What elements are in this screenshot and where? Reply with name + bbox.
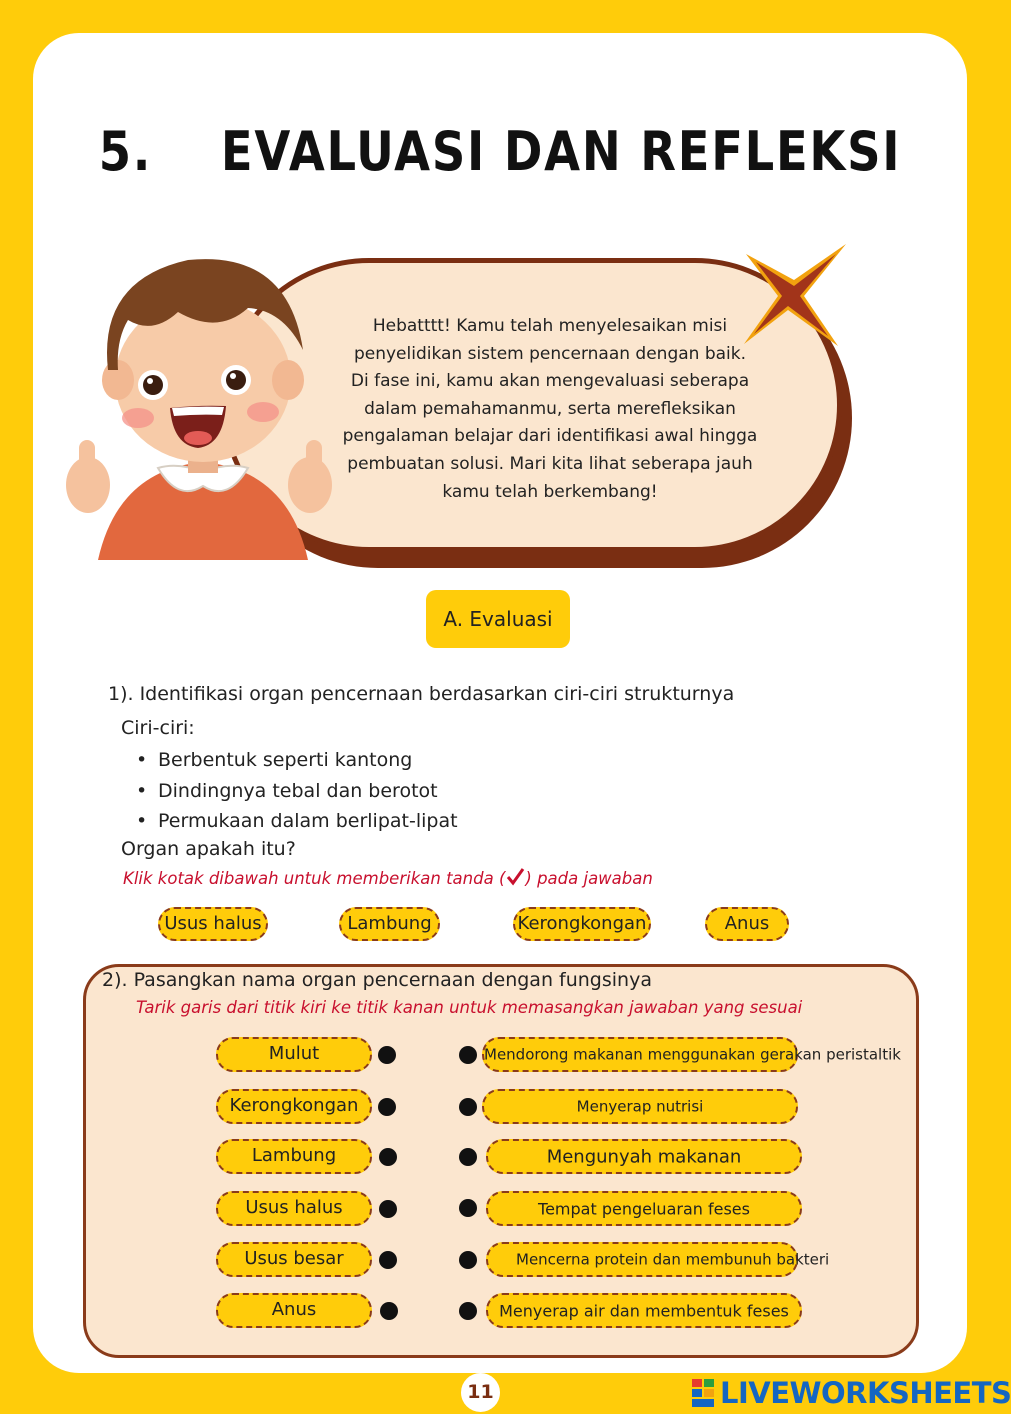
function-text: Tempat pengeluaran feses: [538, 1199, 750, 1218]
left-match-dot[interactable]: [378, 1098, 396, 1116]
function-text: Menyerap air dan membentuk feses: [499, 1301, 789, 1320]
function-pill: [486, 1191, 802, 1226]
question-1-ask: Organ apakah itu?: [121, 838, 296, 860]
boy-illustration: [58, 240, 348, 560]
organ-pill-anus: Anus: [216, 1293, 372, 1328]
right-match-dot[interactable]: [459, 1046, 477, 1064]
function-pill: [486, 1293, 802, 1328]
function-pill: [482, 1037, 901, 1072]
hint-text: Klik kotak dibawah untuk memberikan tanda (: [123, 869, 506, 888]
intro-line: pembuatan solusi. Mari kita lihat seberapa jauh: [347, 453, 753, 474]
feature-item: • Dindingnya tebal dan berotot: [136, 776, 458, 807]
right-match-dot[interactable]: [459, 1148, 477, 1166]
liveworksheets-brand[interactable]: LIVEWORKSHEETS: [720, 1376, 1011, 1410]
hint-text: ) pada jawaban: [525, 869, 653, 888]
intro-line: Di fase ini, kamu akan mengevaluasi seberapa: [350, 371, 750, 392]
intro-line: penyelidikan sistem pencernaan dengan baik.: [353, 343, 747, 364]
left-match-dot[interactable]: [379, 1200, 397, 1218]
function-text: Menyerap nutrisi: [576, 1097, 704, 1115]
function-pill: [482, 1089, 798, 1124]
feature-item: • Permukaan dalam berlipat-lipat: [136, 806, 458, 837]
answer-option-anus[interactable]: Anus: [705, 907, 789, 941]
right-match-dot[interactable]: [459, 1251, 477, 1269]
right-match-dot[interactable]: [459, 1302, 477, 1320]
function-pill: [486, 1242, 830, 1277]
liveworksheets-logo-icon: [692, 1379, 716, 1407]
function-text: Mengunyah makanan: [546, 1146, 742, 1167]
right-match-dot[interactable]: [459, 1098, 477, 1116]
left-match-dot[interactable]: [379, 1251, 397, 1269]
question-2-prompt: 2). Pasangkan nama organ pencernaan dengan fungsinya: [102, 969, 652, 991]
question-2-hint: Tarik garis dari titik kiri ke titik kanan untuk memasangkan jawaban yang sesuai: [136, 998, 803, 1017]
left-match-dot[interactable]: [380, 1302, 398, 1320]
feature-list: [136, 745, 458, 837]
star-icon: [738, 242, 846, 350]
left-match-dot[interactable]: [378, 1046, 396, 1064]
question-1-hint: [123, 867, 653, 888]
organ-pill-usus-halus: Usus halus: [216, 1191, 372, 1226]
left-match-dot[interactable]: [379, 1148, 397, 1166]
intro-text: [330, 313, 770, 506]
function-text: Mencerna protein dan membunuh bakteri: [516, 1250, 830, 1268]
features-label: Ciri-ciri:: [121, 717, 195, 739]
page-number: 11: [461, 1373, 500, 1412]
organ-pill-usus-besar: Usus besar: [216, 1242, 372, 1277]
section-number: 5.: [98, 120, 153, 183]
answer-option-usus-halus[interactable]: Usus halus: [158, 907, 268, 941]
checkmark-icon: [505, 867, 525, 887]
intro-line: pengalaman belajar dari identifikasi awal hingga: [342, 426, 758, 447]
function-text: Mendorong makanan menggunakan gerakan peristaltik: [484, 1045, 901, 1063]
intro-line: kamu telah berkembang!: [442, 481, 658, 502]
page-title: [70, 120, 930, 183]
section-title: EVALUASI DAN REFLEKSI: [220, 120, 902, 183]
right-match-dot[interactable]: [459, 1199, 477, 1217]
function-pill: [486, 1139, 802, 1174]
feature-item: • Berbentuk seperti kantong: [136, 745, 458, 776]
intro-line: Hebatttt! Kamu telah menyelesaikan misi: [372, 316, 728, 336]
answer-option-kerongkongan[interactable]: Kerongkongan: [513, 907, 651, 941]
organ-pill-mulut: Mulut: [216, 1037, 372, 1072]
section-badge-evaluasi: A. Evaluasi: [426, 590, 570, 648]
question-1-prompt: 1). Identifikasi organ pencernaan berdasarkan ciri-ciri strukturnya: [108, 683, 735, 705]
intro-line: dalam pemahamanmu, serta merefleksikan: [364, 398, 736, 419]
organ-pill-lambung: Lambung: [216, 1139, 372, 1174]
organ-pill-kerongkongan: Kerongkongan: [216, 1089, 372, 1124]
answer-option-lambung[interactable]: Lambung: [339, 907, 440, 941]
